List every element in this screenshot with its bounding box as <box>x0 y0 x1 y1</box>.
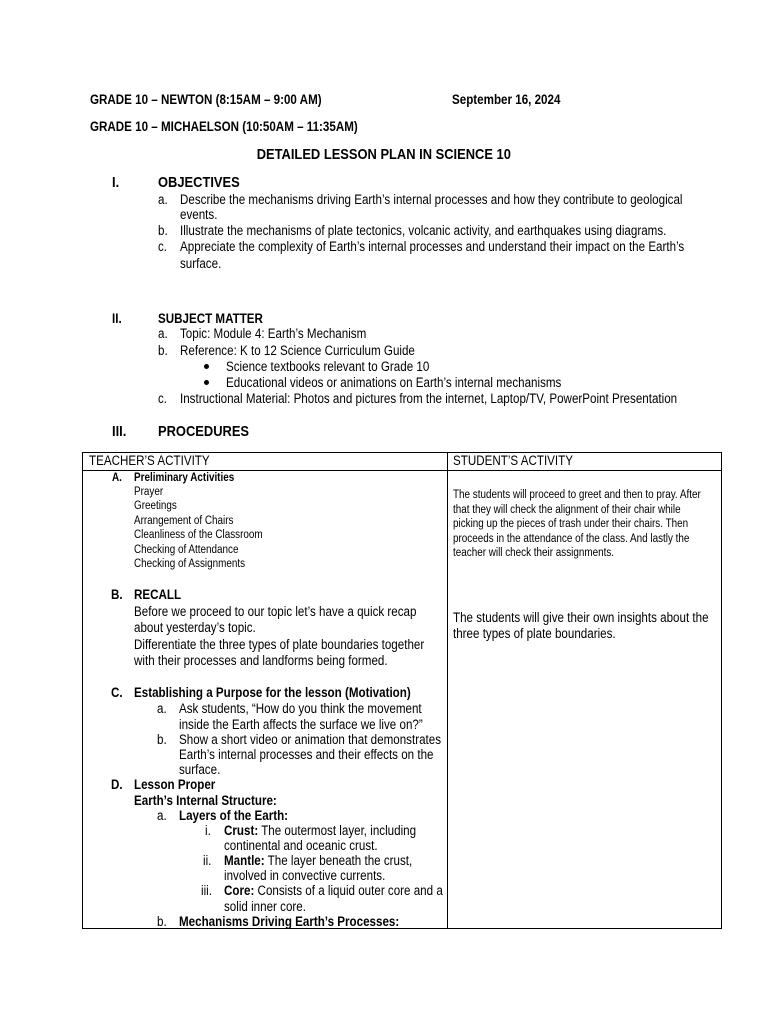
class-schedule-newton: GRADE 10 – NEWTON (8:15AM – 9:00 AM) <box>90 92 322 107</box>
layers-title: Layers of the Earth: <box>179 808 289 823</box>
objectives-heading: OBJECTIVES <box>158 174 240 191</box>
student-activity-a-line: teacher will check their assignments. <box>453 547 615 559</box>
section-a-marker: A. <box>112 472 122 484</box>
objective-a-line2: events. <box>180 207 218 222</box>
student-activity-a-line: proceeds in the attendance of the class. And lastly the <box>453 533 690 545</box>
subject-marker-c: c. <box>158 391 168 406</box>
page-title: DETAILED LESSON PLAN IN SCIENCE 10 <box>256 146 512 163</box>
layer-crust-cont: continental and oceanic crust. <box>224 838 378 853</box>
section-b-marker: B. <box>111 587 123 602</box>
student-activity-header: STUDENT’S ACTIVITY <box>453 453 573 468</box>
objective-a-line1: Describe the mechanisms driving Earth’s internal processes and how they contribute to geological <box>180 192 683 207</box>
student-activity-a-line: that they will check the alignment of their chair while <box>453 504 681 516</box>
bullet-icon <box>204 364 209 369</box>
layer-mantle-cont: involved in convective currents. <box>224 868 386 883</box>
motivation-a-line: Ask students, “How do you think the movement <box>179 701 422 716</box>
procedures-numeral: III. <box>112 423 127 440</box>
student-activity-b-line: three types of plate boundaries. <box>453 626 616 641</box>
motivation-a-line: inside the Earth affects the surface we live on?” <box>179 717 423 732</box>
section-a-title: Preliminary Activities <box>134 472 235 484</box>
layer-core-cont: solid inner core. <box>224 899 306 914</box>
student-activity-b-line: The students will give their own insights about the <box>453 610 709 625</box>
subject-instructional-material: Instructional Material: Photos and pictures from the internet, Laptop/TV, PowerPoint Presentation <box>180 391 678 406</box>
motivation-marker-a: a. <box>157 701 167 716</box>
layer-marker: ii. <box>203 853 212 868</box>
objective-b-line1: Illustrate the mechanisms of plate tectonics, volcanic activity, and earthquakes using diagrams. <box>180 223 667 238</box>
subject-matter-heading: SUBJECT MATTER <box>158 311 263 326</box>
objective-c-line2: surface. <box>180 256 222 271</box>
subject-matter-numeral: II. <box>112 311 122 326</box>
subject-reference: Reference: K to 12 Science Curriculum Guide <box>180 343 415 358</box>
lesson-marker-b: b. <box>157 914 167 929</box>
mechanisms-title: Mechanisms Driving Earth’s Processes: <box>179 914 400 929</box>
objectives-numeral: I. <box>112 174 120 191</box>
layer-core: Core: Consists of a liquid outer core and a <box>224 883 443 898</box>
objective-marker-c: c. <box>158 239 168 254</box>
class-schedule-michaelson: GRADE 10 – MICHAELSON (10:50AM – 11:35AM) <box>90 119 358 134</box>
objective-marker-a: a. <box>158 192 168 207</box>
section-d-marker: D. <box>111 777 123 792</box>
lesson-marker-a: a. <box>157 808 167 823</box>
preliminary-item: Greetings <box>134 500 177 512</box>
layer-crust: Crust: The outermost layer, including <box>224 823 417 838</box>
procedures-heading: PROCEDURES <box>158 423 250 440</box>
preliminary-item: Checking of Attendance <box>134 544 239 556</box>
section-d-title: Lesson Proper <box>134 777 216 792</box>
objective-marker-b: b. <box>158 223 168 238</box>
layer-mantle: Mantle: The layer beneath the crust, <box>224 853 413 868</box>
reference-bullet-1: Science textbooks relevant to Grade 10 <box>226 359 430 374</box>
student-activity-a-line: picking up the pieces of trash under their chairs. Then <box>453 518 689 530</box>
section-b-title: RECALL <box>134 587 182 602</box>
preliminary-item: Cleanliness of the Classroom <box>134 529 263 541</box>
subject-topic: Topic: Module 4: Earth’s Mechanism <box>180 326 367 341</box>
subject-marker-b: b. <box>158 343 168 358</box>
preliminary-item: Checking of Assignments <box>134 558 246 570</box>
motivation-b-line: Show a short video or animation that demonstrates <box>179 732 442 747</box>
motivation-marker-b: b. <box>157 732 167 747</box>
reference-bullet-2: Educational videos or animations on Earth’s internal mechanisms <box>226 375 562 390</box>
layer-marker: iii. <box>201 883 212 898</box>
recall-line: Differentiate the three types of plate boundaries together <box>134 637 425 652</box>
preliminary-item: Prayer <box>134 486 164 498</box>
section-c-marker: C. <box>111 685 123 700</box>
section-c-title: Establishing a Purpose for the lesson (Motivation) <box>134 685 411 700</box>
motivation-b-line: surface. <box>179 762 221 777</box>
bullet-icon <box>204 380 209 385</box>
preliminary-item: Arrangement of Chairs <box>134 515 234 527</box>
section-d-subtitle: Earth’s Internal Structure: <box>134 793 277 808</box>
procedures-table <box>82 452 722 929</box>
recall-line: with their processes and landforms being formed. <box>134 653 388 668</box>
student-activity-a-line: The students will proceed to greet and then to pray. After <box>453 489 701 501</box>
recall-line: Before we proceed to our topic let’s have a quick recap <box>134 604 417 619</box>
recall-line: about yesterday’s topic. <box>134 620 256 635</box>
layer-marker: i. <box>205 823 211 838</box>
motivation-b-line: Earth’s internal processes and their effects on the <box>179 747 434 762</box>
teacher-activity-header: TEACHER’S ACTIVITY <box>89 453 210 468</box>
lesson-date: September 16, 2024 <box>452 92 561 107</box>
objective-c-line1: Appreciate the complexity of Earth’s internal processes and understand their impact on the Earth’s <box>180 239 685 254</box>
subject-marker-a: a. <box>158 326 168 341</box>
